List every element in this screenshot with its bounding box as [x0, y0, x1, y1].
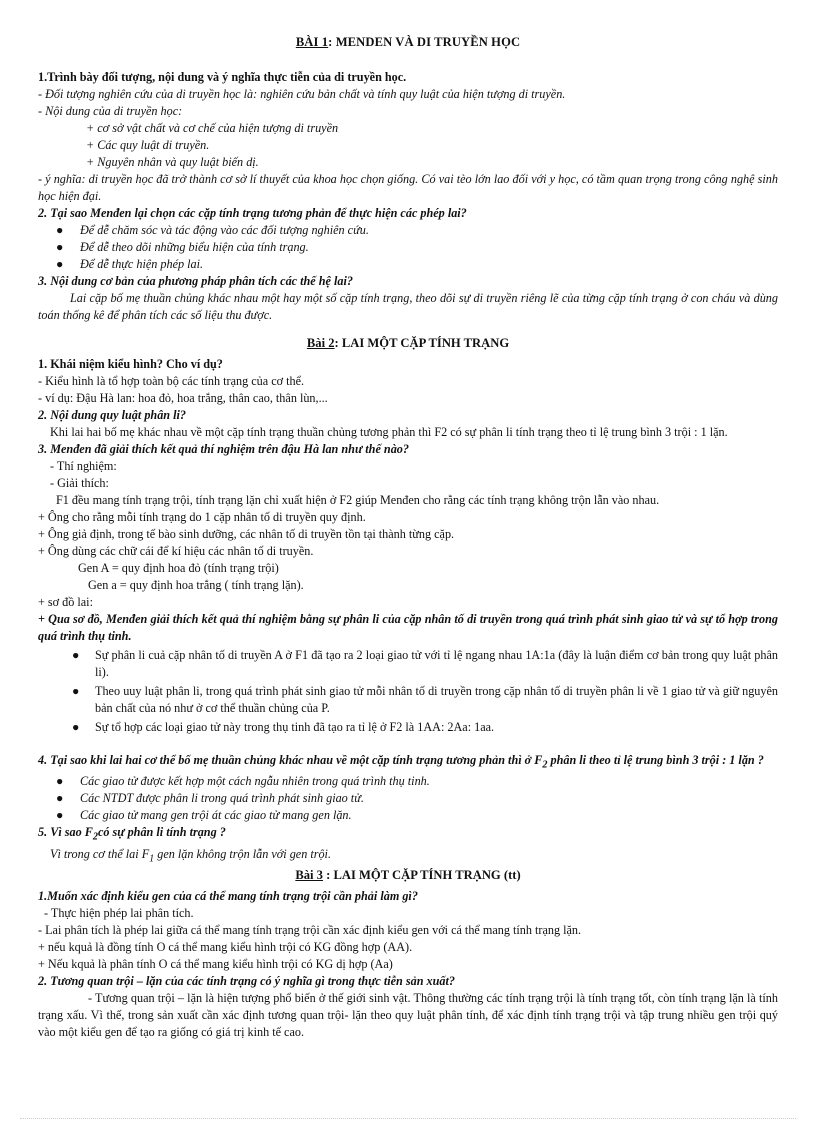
question-1-2: 2. Tại sao Menđen lại chọn các cặp tính trạng tương phản để thực hiện các phép lai? [38, 206, 467, 220]
lesson-1-title [38, 34, 778, 51]
paragraph: - ví dụ: Đậu Hà lan: hoa đỏ, hoa trắng, thân cao, thân lùn,... [38, 391, 328, 405]
list-item-text: Để dễ theo dõi những biểu hiện của tính trạng. [80, 240, 309, 254]
list-item-text: Sự tổ hợp các loại giao tử này trong thụ tinh đã tạo ra tỉ lệ ở F2 là 1AA: 2Aa: 1aa. [95, 720, 495, 734]
paragraph: - Giải thích: [50, 476, 109, 490]
question-2-4: + Qua sơ đồ, Menđen giải thích kết quả thí nghiệm bằng sự phân li của cặp nhân tố di truyền trong quá trình phát sinh giao tử và sự tổ hợp trong quá trình thụ tinh. [38, 612, 778, 643]
lesson-3-label: Bài 3 [295, 868, 323, 883]
bullet-icon: ● [72, 648, 80, 662]
list-item [38, 647, 778, 681]
list-item [38, 239, 778, 256]
list-item [38, 790, 778, 807]
paragraph: + Ông dùng các chữ cái để kí hiệu các nhân tố di truyền. [38, 544, 314, 558]
question-2-5 [38, 752, 778, 773]
list-item-text: Sự phân li cuả cặp nhân tố di truyền A ở F1 đã tạo ra 2 loại giao tử với tỉ lệ ngang nhau 1A:1a (đây là luận điểm cơ bản trong quy luật phân li). [95, 648, 778, 679]
question-text: 4. Tại sao khi lai hai cơ thể bố mẹ thuần chủng khác nhau về một cặp tính trạng tương phản thì ở F [38, 753, 543, 767]
bullet-icon: ● [56, 257, 64, 271]
bullet-icon: ● [56, 240, 64, 254]
paragraph [38, 846, 778, 867]
paragraph: - Đối tượng nghiên cứu của di truyền học là: nghiên cứu bản chất và tính quy luật của hiện tượng di truyền. [38, 87, 566, 101]
question-1-3: 3. Nội dung cơ bản của phương pháp phân tích các thế hệ lai? [38, 274, 353, 288]
text: gen lặn không trộn lẫn với gen trội. [154, 846, 331, 861]
question-2-1: 1. Khái niệm kiểu hình? Cho ví dụ? [38, 357, 223, 371]
bullet-icon: ● [56, 791, 64, 806]
paragraph: - Kiểu hình là tổ hợp toàn bộ các tính trạng của cơ thể. [38, 374, 305, 388]
subscript: 2 [92, 831, 98, 843]
bullet-list [38, 222, 778, 273]
subscript: 1 [149, 853, 155, 865]
bullet-icon: ● [56, 808, 64, 823]
lesson-1-label: BÀI 1 [295, 35, 329, 49]
paragraph: - Tương quan trội – lặn là hiện tượng phổ biến ở thế giới sinh vật. Thông thường các tính trạng trội là tính trạng tốt, còn tính trạng lặn là tính trạng xấu. Vì thế, trong sản xuất cần xác định tương quan trội- lặn theo quy luật phân tính, để xác định tính trạng trội và tập trung nhiều gen trội quý vào một kiểu gen để tạo ra giống có giá trị kinh tế cao. [38, 991, 778, 1040]
bullet-icon: ● [72, 684, 80, 698]
paragraph: + sơ đồ lai: [38, 595, 93, 609]
list-item-text: Để dễ chăm sóc và tác động vào các đối tượng nghiên cứu. [80, 223, 369, 237]
paragraph: + Nguyên nhân và quy luật biến dị. [86, 155, 259, 169]
lesson-2-label: Bài 2 [306, 336, 335, 350]
paragraph: - Nội dung của di truyền học: [38, 104, 183, 118]
list-item [38, 719, 778, 736]
question-2-6 [38, 824, 778, 845]
question-text: có sự phân li tính trạng ? [97, 825, 226, 840]
spacer [38, 738, 778, 752]
bullet-list [38, 647, 778, 736]
list-item [38, 773, 778, 790]
bullet-icon: ● [56, 223, 64, 237]
paragraph: Khi lai hai bố mẹ khác nhau về một cặp tính trạng thuần chủng tương phản thì F2 có sự phân li tính trạng theo tỉ lệ trung bình 3 trội : 1 lặn. [50, 425, 728, 439]
paragraph: + Ông giả định, trong tế bào sinh dưỡng, các nhân tố di truyền tồn tại thành từng cặp. [38, 527, 455, 541]
list-item-text: Để dễ thực hiện phép lai. [80, 257, 204, 271]
paragraph: Lai cặp bố mẹ thuần chủng khác nhau một hay một số cặp tính trạng, theo dõi sự di truyền riêng lẽ của từng cặp tính trạng ở con cháu và dùng toán thống kê để phân tích các số liệu thu được. [38, 291, 778, 322]
lesson-2-heading: : LAI MỘT CẶP TÍNH TRẠNG [334, 336, 510, 350]
bullet-list [38, 773, 778, 824]
subscript: 2 [542, 759, 548, 771]
question-text: 5. Vì sao F [38, 825, 93, 840]
paragraph: + Các quy luật di truyền. [86, 138, 210, 152]
list-item [38, 807, 778, 824]
paragraph: Gen a = quy định hoa trắng ( tính trạng lặn). [88, 578, 304, 592]
paragraph: F1 đều mang tính trạng trội, tính trạng lặn chỉ xuất hiện ở F2 giúp Menđen cho rằng các tính trạng không trộn lẫn vào nhau. [56, 493, 660, 507]
list-item [38, 222, 778, 239]
list-item-text: Các NTDT được phân li trong quá trình phát sinh giao tử. [80, 791, 364, 806]
paragraph: - Lai phân tích là phép lai giữa cá thể mang tính trạng trội cần xác định kiểu gen với cá thể mang tính trạng lặn. [38, 923, 582, 938]
lesson-2-title [38, 335, 778, 352]
bullet-icon: ● [72, 720, 80, 734]
list-item-text: Các giao tử được kết hợp một cách ngẫu nhiên trong quá trình thụ tinh. [80, 774, 430, 789]
paragraph: + cơ sở vật chất và cơ chế của hiện tượng di truyền [86, 121, 339, 135]
page-bottom-divider [20, 1118, 796, 1119]
question-2-2: 2. Nội dung quy luật phân li? [38, 408, 186, 422]
lesson-1-heading: : MENDEN VÀ DI TRUYỀN HỌC [328, 35, 521, 49]
lesson-3-title [38, 867, 778, 884]
lesson-3-heading: : LAI MỘT CẶP TÍNH TRẠNG (tt) [322, 868, 521, 883]
question-2-3: 3. Menđen đã giải thích kết quả thí nghiệm trên đậu Hà lan như thế nào? [38, 442, 409, 456]
list-item-text: Theo uuy luật phân li, trong quá trình phát sinh giao tử mỗi nhân tố di truyền trong cặp nhân tố di truyền phân li về 1 giao tử và giữ nguyên bản chất của nó như ở cơ thể thuần chủng của P. [95, 684, 778, 715]
paragraph: - ý nghĩa: di truyền học đã trở thành cơ sở lí thuyết của khoa học chọn giống. Có vai tèo lớn lao đối với y học, có tầm quan trọng trong công nghệ sinh học hiện đại. [38, 172, 778, 203]
question-3-2: 2. Tương quan trội – lặn của các tính trạng có ý nghĩa gì trong thực tiễn sản xuất? [38, 974, 455, 989]
list-item [38, 256, 778, 273]
question-1-1: 1.Trình bày đối tượng, nội dung và ý nghĩa thực tiễn của di truyền học. [38, 70, 407, 84]
paragraph: Gen A = quy định hoa đỏ (tính trạng trội) [78, 561, 279, 575]
text: Vì trong cơ thể lai F [50, 846, 150, 861]
list-item-text: Các giao tử mang gen trội át các giao tử mang gen lặn. [80, 808, 352, 823]
list-item [38, 683, 778, 717]
question-3-1: 1.Muốn xác định kiểu gen của cá thể mang tính trạng trội cần phải làm gì? [38, 889, 418, 904]
paragraph: - Thực hiện phép lai phân tích. [44, 906, 194, 921]
paragraph: - Thí nghiệm: [50, 459, 117, 473]
paragraph: + Nếu kquả là phân tính O cá thể mang kiểu hình trội có KG dị hợp (Aa) [38, 957, 393, 972]
document-page [38, 34, 778, 1041]
paragraph: + Ông cho rằng mỗi tính trạng do 1 cặp nhân tố di truyền quy định. [38, 510, 366, 524]
paragraph: + nếu kquả là đồng tính O cá thể mang kiểu hình trội có KG đồng hợp (AA). [38, 940, 413, 955]
bullet-icon: ● [56, 774, 64, 789]
question-text: phân li theo tỉ lệ trung bình 3 trội : 1 lặn ? [547, 753, 764, 767]
